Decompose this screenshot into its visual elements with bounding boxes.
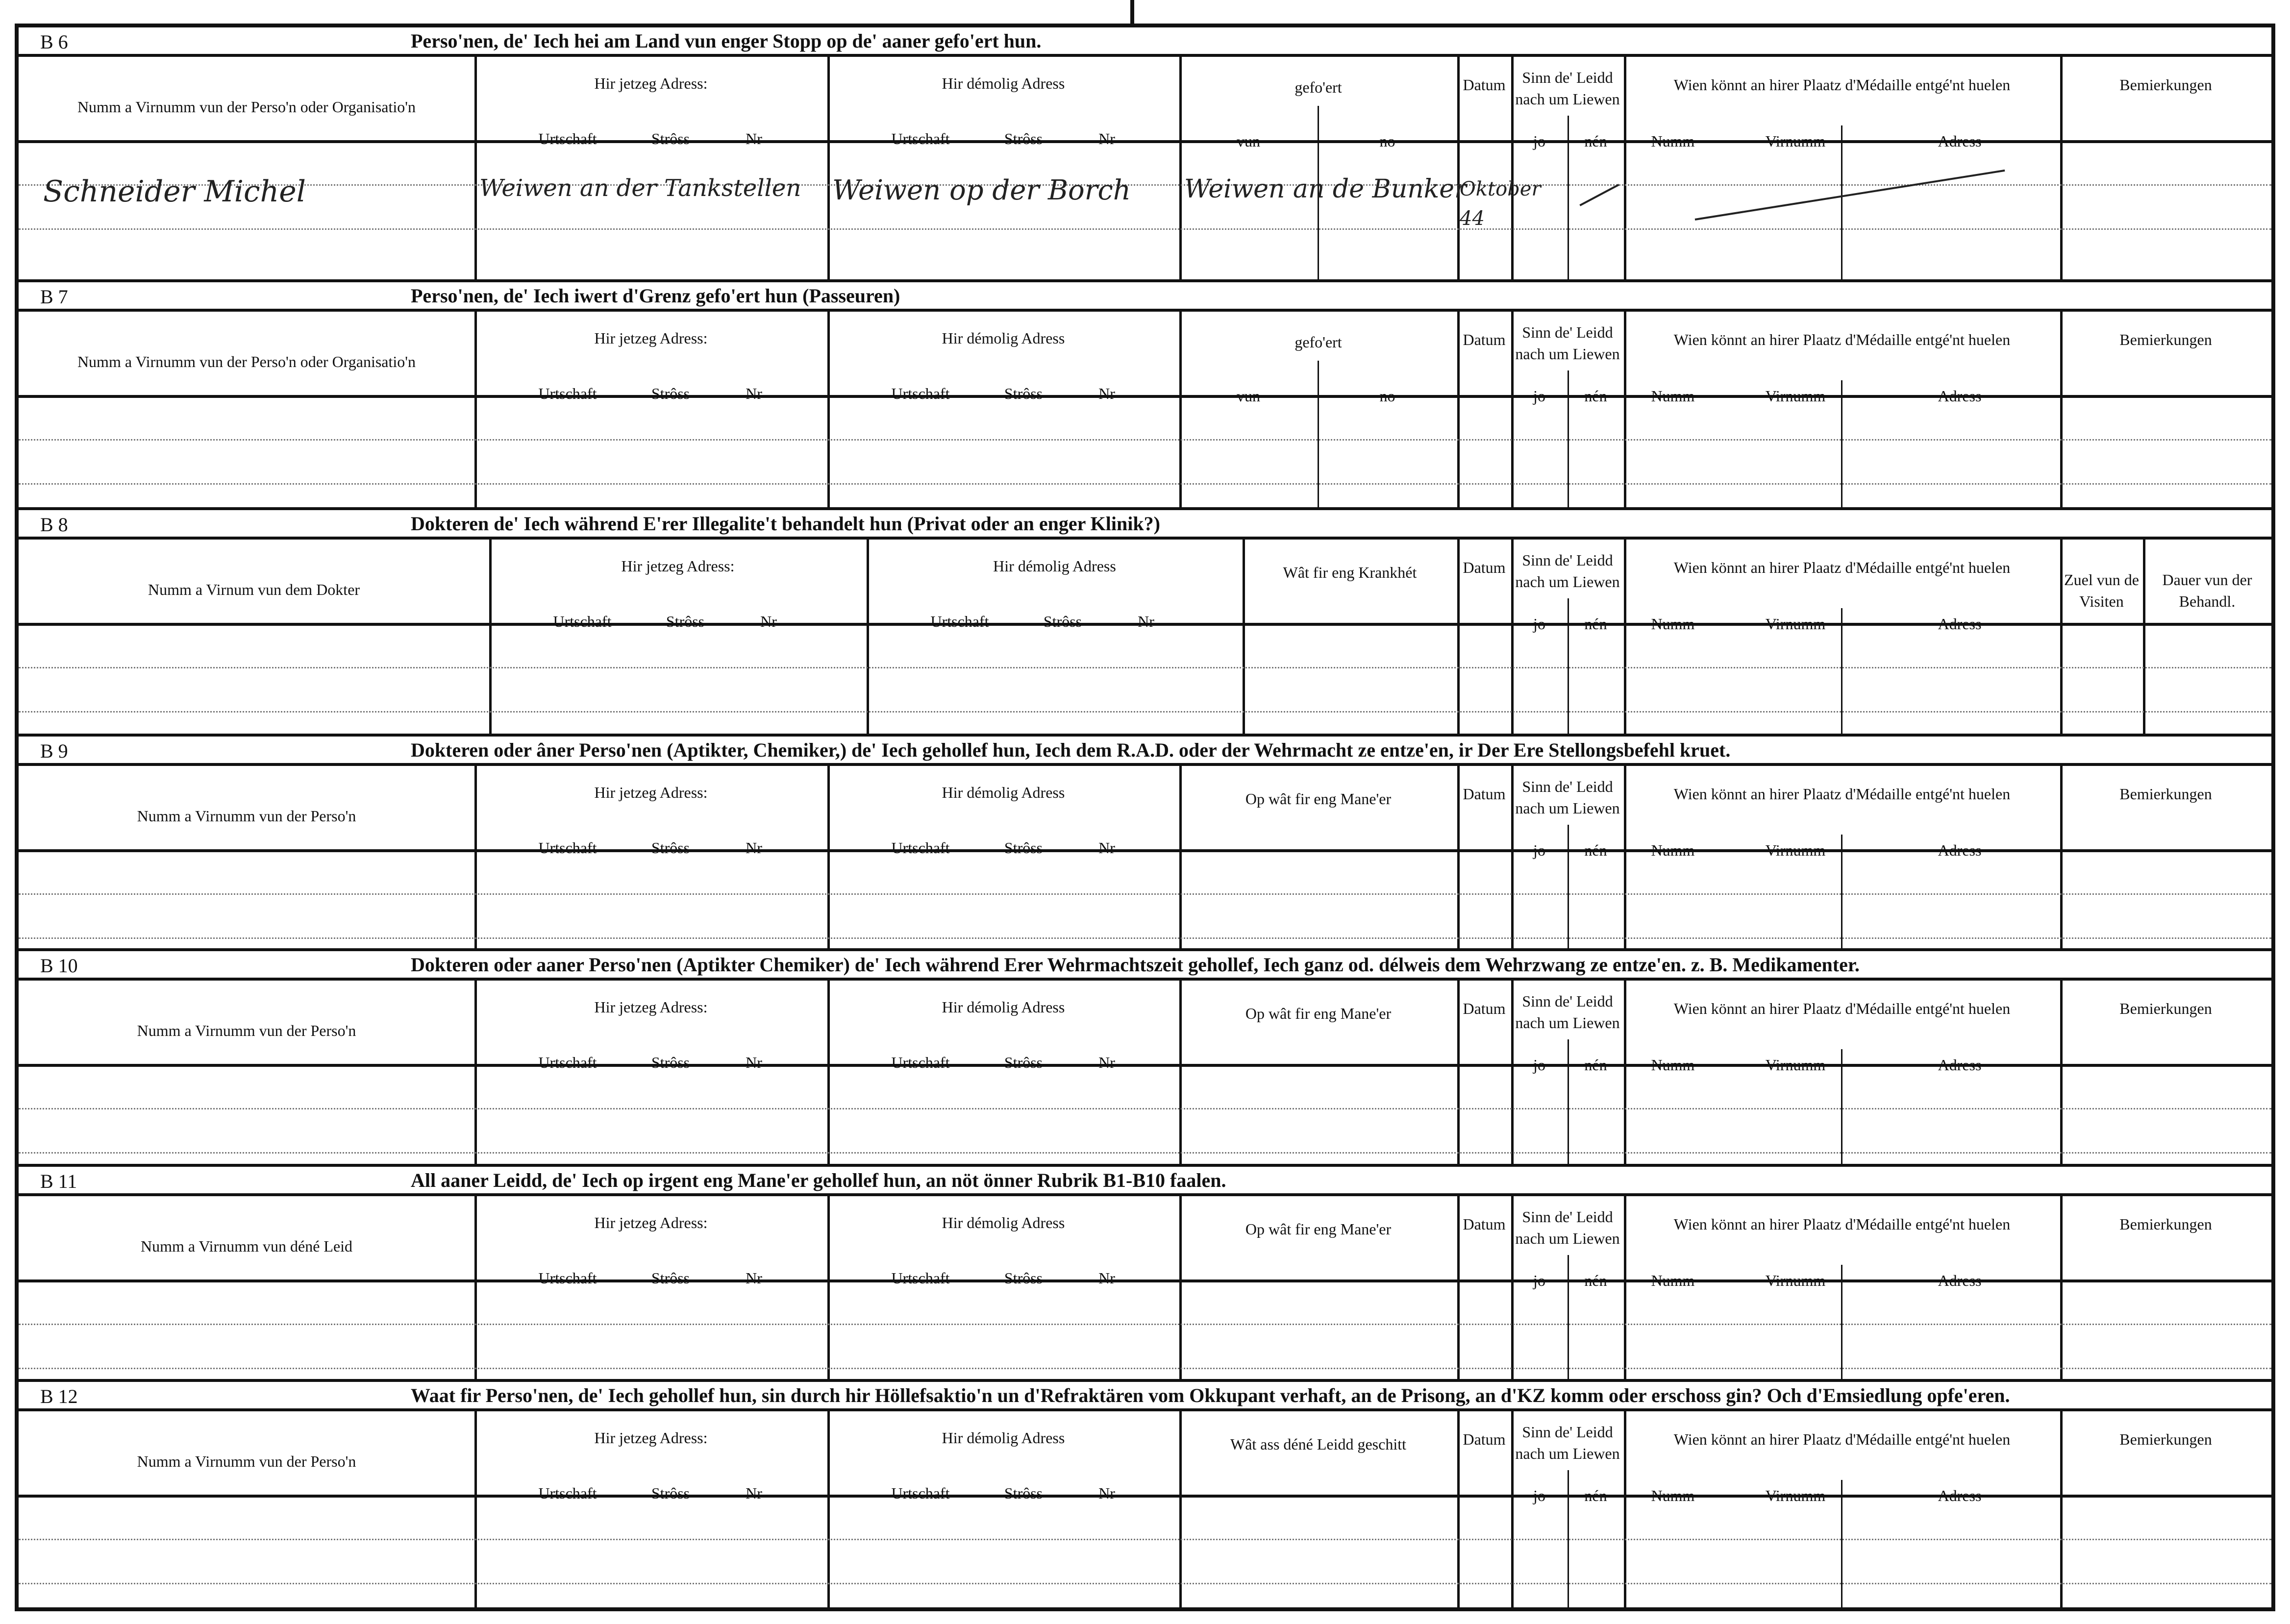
- street-subheader: Strôss: [1004, 1054, 1043, 1071]
- town-subheader: Urtschaft: [891, 1484, 950, 1502]
- town-subheader: Urtschaft: [538, 1269, 597, 1287]
- section-b6: [19, 27, 2271, 282]
- medal-firstname-subheader: Virnumm: [1765, 1487, 1826, 1504]
- detail-header: Wât fir eng Krankhét: [1283, 564, 1417, 581]
- entry-line: [19, 893, 2271, 895]
- first-column-header: Numm a Virnumm vun der Perso'n oder Organisatio'n: [77, 353, 416, 370]
- no-subheader: nén: [1584, 1487, 1607, 1504]
- section-b9: [19, 737, 2271, 951]
- current-address-header: Hir jetzeg Adress:: [594, 1214, 708, 1231]
- driven-header: gefo'ert: [1294, 78, 1342, 96]
- medal-recipient-header: Wien könnt an hirer Plaatz d'Médaille entgé'nt huelen: [1673, 559, 2011, 576]
- street-subheader: Strôss: [1004, 1484, 1043, 1502]
- former-address-header: Hir démolig Adress: [942, 74, 1065, 92]
- section-code: B 12: [40, 1385, 78, 1407]
- number-subheader: Nr: [746, 1269, 762, 1287]
- alive-header: Sinn de' Leidd nach um Liewen: [1515, 1423, 1620, 1462]
- handwritten-former-address: Weiwen op der Borch: [832, 174, 1131, 206]
- no-subheader: nén: [1584, 615, 1607, 633]
- number-subheader: Nr: [746, 839, 762, 857]
- handwritten-name: Schneider Michel: [43, 174, 306, 209]
- town-subheader: Urtschaft: [891, 385, 950, 402]
- yes-subheader: jo: [1533, 841, 1545, 859]
- alive-header: Sinn de' Leidd nach um Liewen: [1515, 1208, 1620, 1247]
- date-header: Datum: [1463, 1215, 1506, 1233]
- section-title: Perso'nen, de' Iech iwert d'Grenz gefo'ert hun (Passeuren): [411, 285, 900, 307]
- date-header: Datum: [1463, 559, 1506, 576]
- strike-line-alive: [1579, 184, 1619, 206]
- number-subheader: Nr: [746, 130, 762, 148]
- town-subheader: Urtschaft: [930, 613, 989, 630]
- number-subheader: Nr: [760, 613, 777, 630]
- detail-header: Op wât fir eng Mane'er: [1245, 1005, 1392, 1022]
- medal-address-subheader: Adress: [1938, 1056, 1982, 1074]
- section-b7: [19, 282, 2271, 510]
- former-address-header: Hir démolig Adress: [993, 557, 1116, 575]
- number-subheader: Nr: [1098, 1054, 1115, 1071]
- section-title: Dokteren oder âner Perso'nen (Aptikter, Chemiker,) de' Iech gehollef hun, Iech dem R.A.D. oder der Wehrmacht ze entze'en, ir Der Ere Stellongsbefehl kruet.: [411, 739, 1731, 761]
- town-subheader: Urtschaft: [538, 1054, 597, 1071]
- street-subheader: Strôss: [1004, 385, 1043, 402]
- medal-firstname-subheader: Virnumm: [1765, 841, 1826, 859]
- medal-recipient-header: Wien könnt an hirer Plaatz d'Médaille entgé'nt huelen: [1673, 331, 2011, 348]
- number-subheader: Nr: [746, 1054, 762, 1071]
- medal-address-subheader: Adress: [1938, 841, 1982, 859]
- medal-firstname-subheader: Virnumm: [1765, 1056, 1826, 1074]
- former-address-header: Hir démolig Adress: [942, 329, 1065, 347]
- remarks-header: Bemierkungen: [2119, 1215, 2212, 1233]
- number-subheader: Nr: [1098, 1269, 1115, 1287]
- town-subheader: Urtschaft: [891, 839, 950, 857]
- number-subheader: Nr: [1098, 839, 1115, 857]
- medal-address-subheader: Adress: [1938, 1487, 1982, 1504]
- section-code: B 6: [40, 31, 68, 53]
- section-code: B 7: [40, 286, 68, 308]
- date-header: Datum: [1463, 785, 1506, 803]
- current-address-header: Hir jetzeg Adress:: [594, 1429, 708, 1447]
- to-subheader: no: [1379, 387, 1395, 405]
- no-subheader: nén: [1584, 387, 1607, 405]
- entry-line: [19, 1152, 2271, 1154]
- remarks-header: Bemierkungen: [2119, 1000, 2212, 1017]
- section-code: B 11: [40, 1170, 77, 1192]
- town-subheader: Urtschaft: [891, 130, 950, 148]
- section-title: Dokteren oder aaner Perso'nen (Aptikter Chemiker) de' Iech während Erer Wehrmachtszeit gehollef, Iech ganz od. délweis dem Wehrzwang ze entze'en. z. B. Medikamenter.: [411, 954, 1860, 976]
- handwritten-from: Weiwen an de Bunker: [1184, 174, 1467, 204]
- medal-address-subheader: Adress: [1938, 615, 1982, 633]
- medal-firstname-subheader: Virnumm: [1765, 615, 1826, 633]
- former-address-header: Hir démolig Adress: [942, 784, 1065, 801]
- no-subheader: nén: [1584, 1056, 1607, 1074]
- no-subheader: nén: [1584, 841, 1607, 859]
- medal-name-subheader: Numm: [1651, 387, 1695, 405]
- street-subheader: Strôss: [651, 1484, 690, 1502]
- remarks-header: Bemierkungen: [2119, 1430, 2212, 1448]
- number-subheader: Nr: [746, 385, 762, 402]
- entry-line: [19, 1368, 2271, 1369]
- alive-header: Sinn de' Leidd nach um Liewen: [1515, 323, 1620, 363]
- section-code: B 8: [40, 514, 68, 536]
- from-subheader: vun: [1237, 132, 1260, 150]
- section-header: [19, 282, 2271, 312]
- street-subheader: Strôss: [666, 613, 705, 630]
- street-subheader: Strôss: [1043, 613, 1082, 630]
- medal-firstname-subheader: Virnumm: [1765, 1272, 1826, 1289]
- street-subheader: Strôss: [651, 839, 690, 857]
- entry-line: [19, 667, 2271, 668]
- medal-address-subheader: Adress: [1938, 387, 1982, 405]
- medal-firstname-subheader: Virnumm: [1765, 132, 1826, 150]
- detail-header: Op wât fir eng Mane'er: [1245, 790, 1392, 808]
- detail-header: Wât ass déné Leidd geschitt: [1230, 1435, 1406, 1453]
- section-title: Dokteren de' Iech während E'rer Illegalite't behandelt hun (Privat oder an enger Klinik?): [411, 513, 1160, 535]
- medal-name-subheader: Numm: [1651, 1056, 1695, 1074]
- entry-line: [19, 1583, 2271, 1584]
- yes-subheader: jo: [1533, 615, 1545, 633]
- number-subheader: Nr: [1138, 613, 1154, 630]
- street-subheader: Strôss: [1004, 1269, 1043, 1287]
- section-header: [19, 737, 2271, 766]
- town-subheader: Urtschaft: [538, 385, 597, 402]
- section-code: B 9: [40, 740, 68, 762]
- entry-line: [19, 439, 2271, 441]
- former-address-header: Hir démolig Adress: [942, 998, 1065, 1016]
- date-header: Datum: [1463, 1430, 1506, 1448]
- town-subheader: Urtschaft: [553, 613, 612, 630]
- entry-line: [19, 1324, 2271, 1325]
- town-subheader: Urtschaft: [538, 839, 597, 857]
- town-subheader: Urtschaft: [538, 1484, 597, 1502]
- medal-address-subheader: Adress: [1938, 132, 1982, 150]
- medal-recipient-header: Wien könnt an hirer Plaatz d'Médaille entgé'nt huelen: [1673, 76, 2011, 94]
- medal-name-subheader: Numm: [1651, 132, 1695, 150]
- former-address-header: Hir démolig Adress: [942, 1429, 1065, 1447]
- number-subheader: Nr: [746, 1484, 762, 1502]
- town-subheader: Urtschaft: [891, 1054, 950, 1071]
- section-header: [19, 951, 2271, 981]
- section-header: [19, 1167, 2271, 1196]
- first-column-header: Numm a Virnumm vun der Perso'n: [137, 807, 356, 825]
- duration-header: Dauer vun der Behandl.: [2162, 571, 2252, 610]
- remarks-header: Bemierkungen: [2119, 76, 2212, 94]
- current-address-header: Hir jetzeg Adress:: [594, 784, 708, 801]
- top-edge-mark: [1130, 0, 1134, 24]
- medal-firstname-subheader: Virnumm: [1765, 387, 1826, 405]
- entry-line: [19, 483, 2271, 485]
- alive-header: Sinn de' Leidd nach um Liewen: [1515, 778, 1620, 817]
- number-subheader: Nr: [1098, 1484, 1115, 1502]
- current-address-header: Hir jetzeg Adress:: [594, 74, 708, 92]
- section-header: [19, 510, 2271, 540]
- yes-subheader: jo: [1533, 1272, 1545, 1289]
- medal-recipient-header: Wien könnt an hirer Plaatz d'Médaille entgé'nt huelen: [1673, 1215, 2011, 1233]
- former-address-header: Hir démolig Adress: [942, 1214, 1065, 1231]
- date-header: Datum: [1463, 331, 1506, 348]
- alive-header: Sinn de' Leidd nach um Liewen: [1515, 69, 1620, 108]
- section-code: B 10: [40, 955, 78, 977]
- town-subheader: Urtschaft: [538, 130, 597, 148]
- entry-line: [19, 711, 2271, 713]
- visits-header: Zuel vun de Visiten: [2064, 571, 2139, 610]
- medal-recipient-header: Wien könnt an hirer Plaatz d'Médaille entgé'nt huelen: [1673, 785, 2011, 803]
- current-address-header: Hir jetzeg Adress:: [621, 557, 735, 575]
- street-subheader: Strôss: [651, 385, 690, 402]
- section-b10: [19, 951, 2271, 1167]
- no-subheader: nén: [1584, 132, 1607, 150]
- no-subheader: nén: [1584, 1272, 1607, 1289]
- yes-subheader: jo: [1533, 387, 1545, 405]
- street-subheader: Strôss: [1004, 839, 1043, 857]
- section-title: Perso'nen, de' Iech hei am Land vun enger Stopp op de' aaner gefo'ert hun.: [411, 30, 1042, 52]
- remarks-header: Bemierkungen: [2119, 785, 2212, 803]
- current-address-header: Hir jetzeg Adress:: [594, 998, 708, 1016]
- section-title: All aaner Leidd, de' Iech op irgent eng Mane'er gehollef hun, an nöt önner Rubrik B1-B10 faalen.: [411, 1169, 1226, 1191]
- form-page: [15, 24, 2275, 1611]
- medal-address-subheader: Adress: [1938, 1272, 1982, 1289]
- section-b8: [19, 510, 2271, 737]
- medal-recipient-header: Wien könnt an hirer Plaatz d'Médaille entgé'nt huelen: [1673, 1000, 2011, 1017]
- medal-name-subheader: Numm: [1651, 615, 1695, 633]
- section-header: [19, 27, 2271, 57]
- to-subheader: no: [1379, 132, 1395, 150]
- section-b12: [19, 1382, 2271, 1607]
- remarks-header: Bemierkungen: [2119, 331, 2212, 348]
- detail-header: Op wât fir eng Mane'er: [1245, 1220, 1392, 1238]
- street-subheader: Strôss: [651, 130, 690, 148]
- driven-header: gefo'ert: [1294, 333, 1342, 351]
- street-subheader: Strôss: [651, 1054, 690, 1071]
- first-column-header: Numm a Virnum vun dem Dokter: [148, 581, 360, 598]
- medal-name-subheader: Numm: [1651, 1487, 1695, 1504]
- entry-line: [19, 1108, 2271, 1109]
- handwritten-entry: [19, 174, 2271, 233]
- street-subheader: Strôss: [651, 1269, 690, 1287]
- subcolumn-rule: [1318, 361, 1319, 510]
- alive-header: Sinn de' Leidd nach um Liewen: [1515, 992, 1620, 1032]
- yes-subheader: jo: [1533, 132, 1545, 150]
- first-column-header: Numm a Virnumm vun der Perso'n: [137, 1022, 356, 1039]
- handwritten-date: Oktober 44: [1460, 178, 1541, 230]
- handwritten-current-address: Weiwen an der Tankstellen: [479, 174, 801, 202]
- town-subheader: Urtschaft: [891, 1269, 950, 1287]
- section-title: Waat fir Perso'nen, de' Iech gehollef hun, sin durch hir Höllefsaktio'n un d'Refraktären vom Okkupant verhaft, an de Prisong, an d'KZ komm oder erschoss gin? Och d'Emsiedlung opfe'eren.: [411, 1384, 2010, 1406]
- medal-recipient-header: Wien könnt an hirer Plaatz d'Médaille entgé'nt huelen: [1673, 1430, 2011, 1448]
- medal-name-subheader: Numm: [1651, 1272, 1695, 1289]
- number-subheader: Nr: [1098, 130, 1115, 148]
- yes-subheader: jo: [1533, 1056, 1545, 1074]
- medal-name-subheader: Numm: [1651, 841, 1695, 859]
- from-subheader: vun: [1237, 387, 1260, 405]
- section-b11: [19, 1167, 2271, 1382]
- number-subheader: Nr: [1098, 385, 1115, 402]
- section-header: [19, 1382, 2271, 1411]
- first-column-header: Numm a Virnumm vun déné Leid: [140, 1237, 353, 1255]
- strike-line-medal: [1695, 170, 2005, 221]
- yes-subheader: jo: [1533, 1487, 1545, 1504]
- street-subheader: Strôss: [1004, 130, 1043, 148]
- current-address-header: Hir jetzeg Adress:: [594, 329, 708, 347]
- alive-header: Sinn de' Leidd nach um Liewen: [1515, 551, 1620, 591]
- date-header: Datum: [1463, 76, 1506, 94]
- entry-line: [19, 937, 2271, 939]
- entry-line: [19, 1539, 2271, 1540]
- first-column-header: Numm a Virnumm vun der Perso'n oder Organisatio'n: [77, 98, 416, 116]
- first-column-header: Numm a Virnumm vun der Perso'n: [137, 1452, 356, 1470]
- date-header: Datum: [1463, 1000, 1506, 1017]
